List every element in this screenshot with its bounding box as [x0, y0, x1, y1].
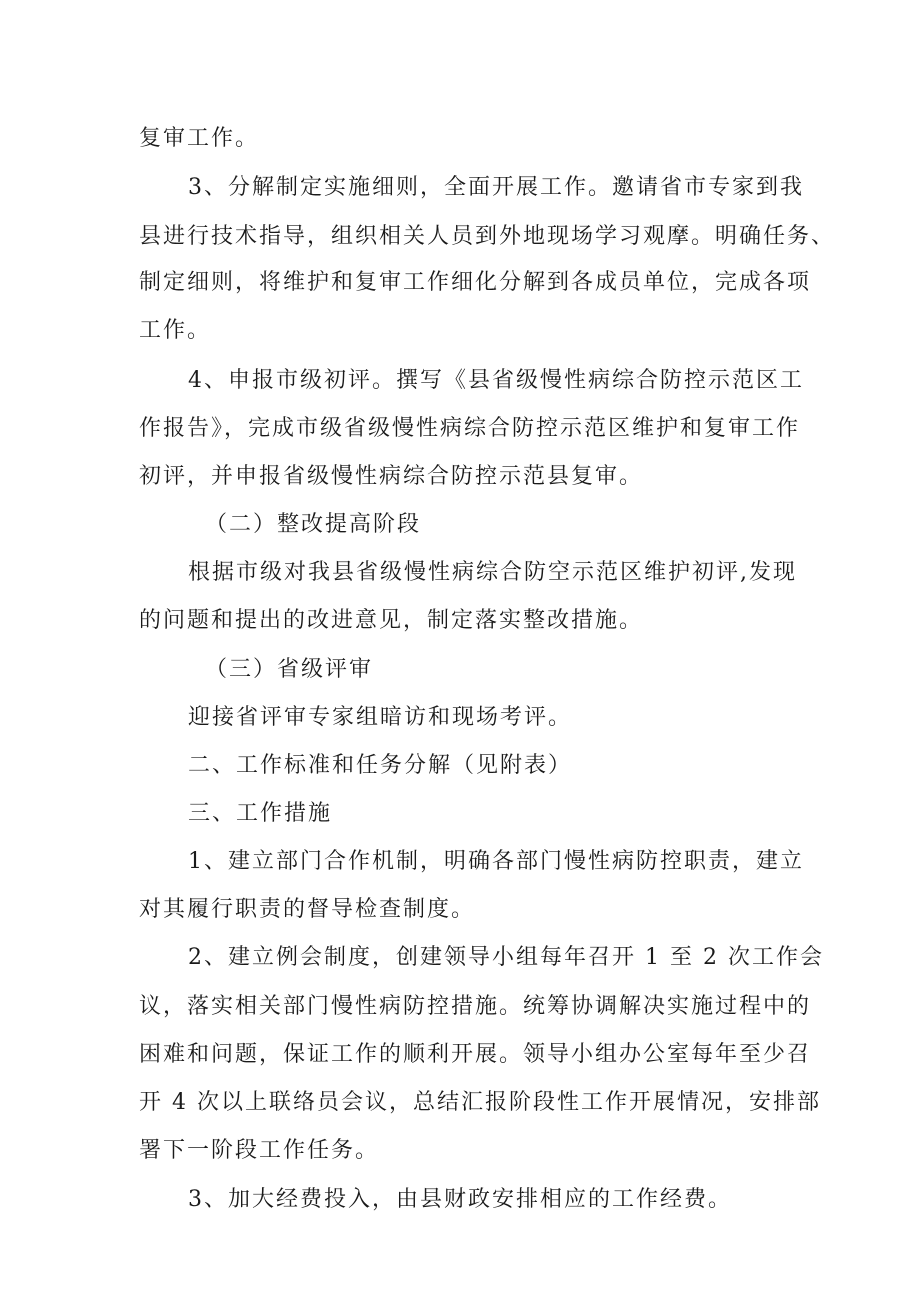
- text-line: 2、建立例会制度，创建领导小组每年召开 1 至 2 次工作会: [188, 945, 824, 970]
- text-line: 3、加大经费投入，由县财政安排相应的工作经费。: [188, 1187, 732, 1212]
- text-line: 的问题和提出的改进意见，制定落实整改措施。: [139, 608, 644, 633]
- text-line: 初评，并申报省级慢性病综合防控示范县复审。: [139, 464, 644, 489]
- section-heading: （二）整改提高阶段: [205, 512, 422, 537]
- text-line: 3、分解制定实施细则，全面开展工作。邀请省市专家到我: [188, 175, 804, 200]
- text-line: 迎接省评审专家组暗访和现场考评。: [188, 705, 573, 730]
- text-line: 困难和问题，保证工作的顺利开展。领导小组办公室每年至少召: [139, 1042, 812, 1067]
- section-heading: 二、工作标准和任务分解（见附表）: [188, 753, 573, 778]
- text-line: 议，落实相关部门慢性病防控措施。统筹协调解决实施过程中的: [139, 994, 812, 1019]
- text-line: 县进行技术指导，组织相关人员到外地现场学习观摩。明确任务、: [139, 224, 836, 249]
- text-line: 作报告》，完成市级省级慢性病综合防控示范区维护和复审工作: [139, 416, 801, 441]
- text-line: 4、申报市级初评。撰写《县省级慢性病综合防控示范区工: [188, 368, 804, 393]
- text-line: 工作。: [139, 318, 212, 343]
- text-line: 署下一阶段工作任务。: [139, 1138, 380, 1163]
- text-line: 根据市级对我县省级慢性病综合防空示范区维护初评,发现: [188, 560, 797, 585]
- text-line: 开 4 次以上联络员会议，总结汇报阶段性工作开展情况，安排部: [139, 1090, 821, 1115]
- text-line: 1、建立部门合作机制，明确各部门慢性病防控职责，建立: [188, 849, 804, 874]
- text-line: 复审工作。: [139, 126, 260, 151]
- section-heading: （三）省级评审: [205, 657, 374, 682]
- section-heading: 三、工作措施: [188, 801, 333, 826]
- text-line: 制定细则，将维护和复审工作细化分解到各成员单位，完成各项: [139, 270, 812, 295]
- text-line: 对其履行职责的督导检查制度。: [139, 897, 476, 922]
